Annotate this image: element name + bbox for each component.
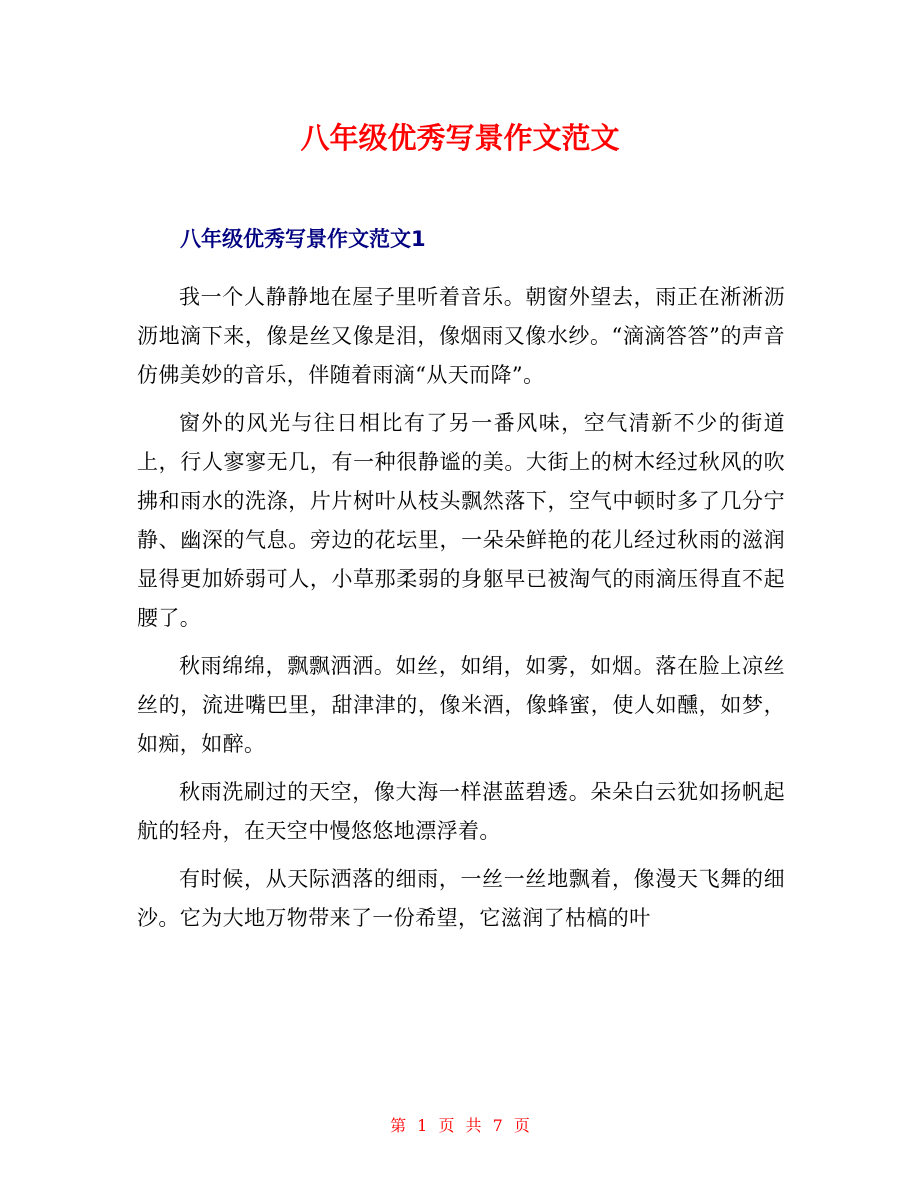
paragraph: 秋雨洗刷过的天空，像大海一样湛蓝碧透。朵朵白云犹如扬帆起航的轻舟，在天空中慢悠悠地漂浮着。 (137, 780, 785, 843)
paragraph: 秋雨绵绵，飘飘洒洒。如丝，如绢，如雾，如烟。落在脸上凉丝丝的，流进嘴巴里，甜津津的，像米酒，像蜂蜜，使人如醺，如梦，如痴，如醉。 (137, 654, 785, 756)
section-heading: 八年级优秀写景作文范文1 (180, 227, 426, 251)
paragraph: 窗外的风光与往日相比有了另一番风味，空气清新不少的街道上，行人寥寥无几，有一种很静谧的美。大街上的树木经过秋风的吹拂和雨水的洗涤，片片树叶从枝头飘然落下，空气中顿时多了几分宁静、幽深的气息。旁边的花坛里，一朵朵鲜艳的花儿经过秋雨的滋润显得更加娇弱可人，小草那柔弱的身躯早已被淘气的雨滴压得直不起腰了。 (137, 411, 785, 630)
paragraph: 我一个人静静地在屋子里听着音乐。朝窗外望去，雨正在淅淅沥沥地滴下来，像是丝又像是泪，像烟雨又像水纱。“滴滴答答”的声音仿佛美妙的音乐，伴随着雨滴“从天而降”。 (137, 285, 785, 387)
page-number-footer: 第 1 页 共 7 页 (390, 1116, 530, 1135)
paragraph: 有时候，从天际洒落的细雨，一丝一丝地飘着，像漫天飞舞的细沙。它为大地万物带来了一份希望，它滋润了枯槁的叶 (137, 867, 785, 930)
document-title: 八年级优秀写景作文范文 (300, 121, 620, 155)
document-body (137, 278, 785, 947)
